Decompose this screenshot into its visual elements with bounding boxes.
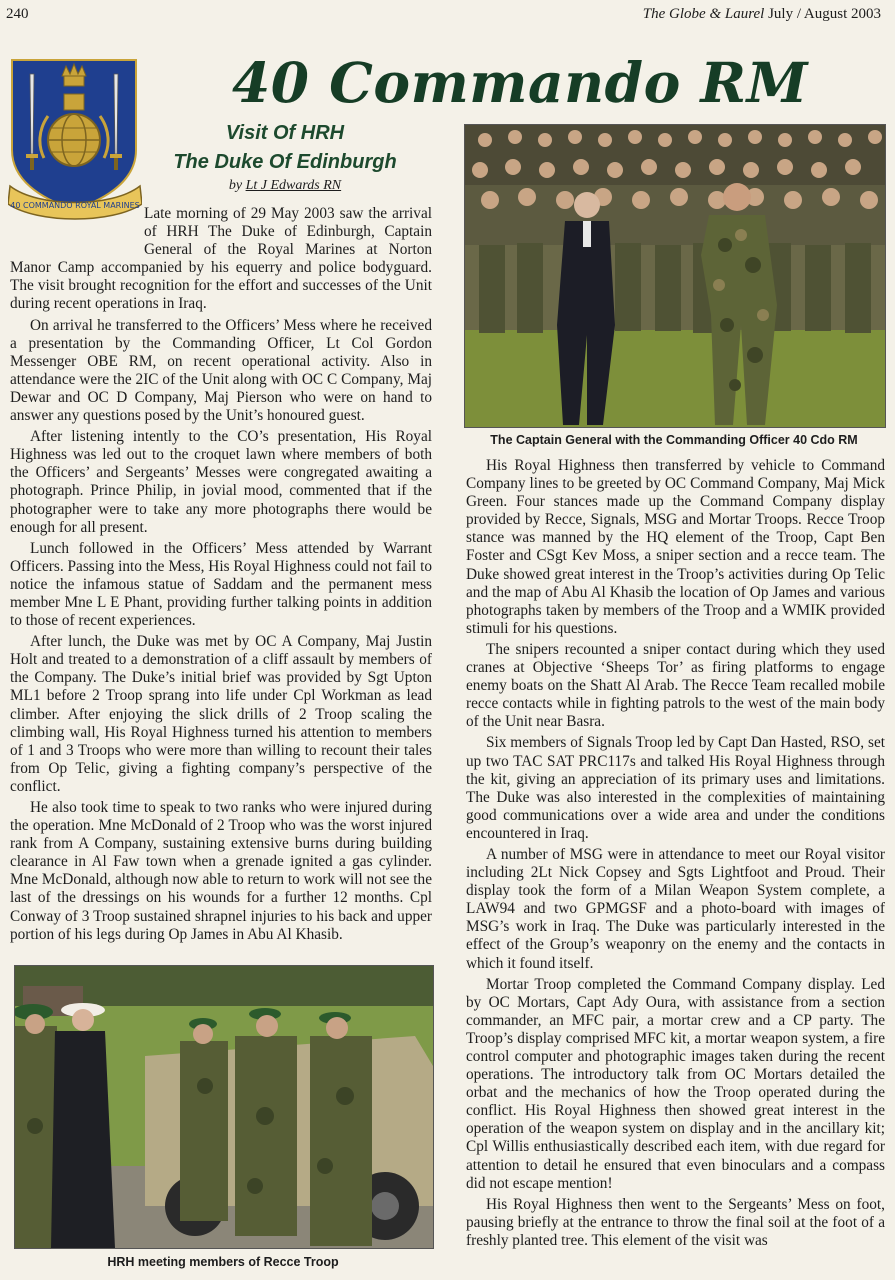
left-paragraph-4: Lunch followed in the Officers’ Mess attended by Warrant Officers. Passing into the Mess, His Royal Highness could not fail to notice the infamous statue of Saddam and the permanent mess member Mne L E Phant, providing further talking points in addition to those of recent experiences. — [10, 539, 432, 630]
byline-author: Lt J Edwards RN — [245, 178, 342, 193]
article-title: 40 Commando RM — [231, 50, 809, 115]
photo-recce-troop — [14, 965, 434, 1249]
left-column — [10, 205, 432, 947]
right-column — [466, 457, 885, 1253]
page-number: 240 — [6, 6, 29, 22]
article-subtitle — [150, 119, 420, 177]
byline — [150, 178, 420, 194]
right-paragraph-2: The snipers recounted a sniper contact during which they used cranes at Objective ‘Sheeps Tor’ as firing platforms to engage enemy boats on the Shatt Al Arab. The Recce Team recalled mobile recce contacts while in fighting patrols to the west of the main body of the Unit near Basra. — [466, 640, 885, 731]
subtitle-line-2: The Duke Of Edinburgh — [173, 151, 397, 173]
left-paragraph-5: After lunch, the Duke was met by OC A Company, Maj Justin Holt and treated to a demonstration of a cliff assault by members of the Company. The Duke’s initial brief was provided by Sgt Upton ML1 before 2 Troop sprang into life under Cpl Workman as lead climber. After enjoying the slick drills of 2 Troop scaling the climbing wall, His Royal Highness turned his attention to members of 1 and 3 Troops who were more than willing to recount their tales from Op Telic, giving a fighting company’s perspective of the conflict. — [10, 633, 432, 795]
left-paragraph-3: After listening intently to the CO’s presentation, His Royal Highness was led out to the croquet lawn where members of both the Officers’ and Sergeants’ Messes were congregated awaiting a photograph. Prince Philip, in jovial mood, commented that if the photographer were to take any more photographs there would be enough for all present. — [10, 428, 432, 536]
photo-captain-general-image — [465, 125, 885, 427]
photo-captain-general — [464, 124, 886, 428]
crest-motto: 40 COMMANDO ROYAL MARINES — [10, 201, 140, 210]
left-paragraph-1: Late morning of 29 May 2003 saw the arrival of HRH The Duke of Edinburgh, Captain General of the Royal Marines at Norton Manor Camp accompanied by his equerry and police bodyguard. The visit brought recognition for the effort and successes of the Unit during recent operations in Iraq. — [10, 205, 432, 313]
right-paragraph-4: A number of MSG were in attendance to meet our Royal visitor including 2Lt Nick Copsey and Sgts Lightfoot and Proud. Their display took the form of a Milan Weapon System complete, a LAW94 and two GPMGSF and a photo-board with images of MSG’s work in Iraq. The Duke was particularly interested in the effect of the Group’s weaponry on the enemy and the contacts in which it found itself. — [466, 845, 885, 972]
issue-date: July / August 2003 — [768, 6, 881, 22]
right-paragraph-3: Six members of Signals Troop led by Capt Dan Hasted, RSO, set up two TAC SAT PRC117s and talked His Royal Highness through the kit, giving an appreciation of its primary uses and limitations. The Duke was also interested in the complexities of maintaining good communications over a wide area and under the conditions encountered in Iraq. — [466, 734, 885, 842]
byline-prefix: by — [228, 178, 243, 193]
right-paragraph-5: Mortar Troop completed the Command Company display. Led by OC Mortars, Capt Ady Oura, with assistance from a section commander, an MFC pair, a mortar crew and a CP party. The Troop’s display comprised MFC kit, a mortar weapon system, a fire control computer and photographic images taken during the recent operations. The introductory talk from OC Mortars detailed the orbat and the mechanics of how the Troop operated during the conflict. His Royal Highness then showed great interest in the operation of the weapon system on display and in the ancillary kit; Cpl Willis enthusiastically described each item, with due regard for attention to detail he ensured that even binoculars and a compass did not escape mention! — [466, 975, 885, 1192]
subtitle-line-1: Visit Of HRH — [225, 122, 345, 144]
photo-recce-troop-image — [15, 966, 433, 1248]
publication-name: The Globe & Laurel — [642, 6, 765, 22]
running-header — [643, 6, 881, 23]
left-paragraph-2: On arrival he transferred to the Officers’ Mess where he received a presentation by the Commanding Officer, Lt Col Gordon Messenger OBE RM, on recent operational activity. Also in attendance were the 2IC of the Unit along with OC C Company, Maj Dewar and OC D Company, Maj Pierson who were on hand to answer any questions posed by the Unit’s honoured guest. — [10, 316, 432, 425]
crest-graphic — [8, 58, 142, 224]
left-paragraph-6: He also took time to speak to two ranks who were injured during the operation. Mne McDonald of 2 Troop who was the worst injured rank from A Company, sustaining extensive burns during building clearance in Al Faw town when a grenade ignited a gas cylinder. Mne McDonald, although now able to return to work will not see the last of the dressings on his wounds for a further 12 months. Cpl Conway of 3 Troop sustained shrapnel injuries to his back and upper portion of his legs during Op James in Abu Al Khasib. — [10, 799, 432, 943]
photo-bottom-caption: HRH meeting members of Recce Troop — [107, 1255, 339, 1269]
right-paragraph-1: His Royal Highness then transferred by vehicle to Command Company lines to be greeted by OC Command Company, Maj Mick Green. Four stances made up the Command Company display provided by Recce, Signals, MSG and Mortar Troops. Recce Troop stance was manned by the HQ element of the Troop, Capt Ben Foster and CSgt Kev Moss, a sniper section and a recce team. The Duke showed great interest in the Troop’s activities during Op Telic and the map of Abu Al Khasib the location of Op James and various photographs taken by members of the Troop and a WMIK provided stimuli for his questions. — [466, 457, 885, 637]
royal-marines-crest-icon — [8, 58, 142, 224]
right-paragraph-6: His Royal Highness then went to the Sergeants’ Mess on foot, pausing briefly at the entrance to throw the final soil at the foot of a freshly planted tree. This element of the visit was — [466, 1195, 885, 1249]
photo-top-caption: The Captain General with the Commanding Officer 40 Cdo RM — [490, 433, 858, 447]
